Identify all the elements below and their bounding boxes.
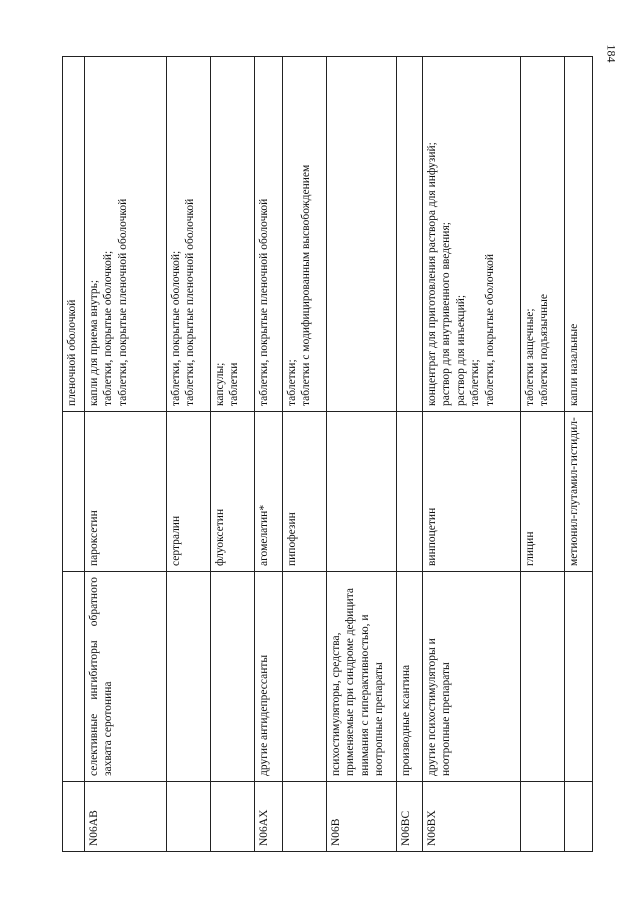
form-cell: пленочной оболочкой [63,57,85,412]
group-cell: психостимуляторы, средства, применяемые при синдроме дефицита внимания с гиперактивностью, и ноотропные препараты [327,572,397,782]
drug-cell: агомелатин* [255,412,283,572]
group-cell [63,572,85,782]
atc-code-cell: N06AB [85,782,167,852]
form-cell [327,57,397,412]
rotated-sheet [62,57,580,852]
atc-code-cell: N06AX [255,782,283,852]
form-cell: таблетки; таблетки с модифицированным высвобождением [283,57,327,412]
drug-cell: метионил-глутамил-гистидил- [565,412,593,572]
group-cell [283,572,327,782]
table-row [255,57,283,852]
atc-code-cell [283,782,327,852]
form-cell: таблетки защечные; таблетки подъязычные [521,57,565,412]
atc-code-cell: N06BC [397,782,423,852]
table-row [167,57,211,852]
group-cell [521,572,565,782]
atc-code-cell [63,782,85,852]
drug-cell: пипофезин [283,412,327,572]
table-container [62,57,580,852]
table-row [283,57,327,852]
atc-code-cell [167,782,211,852]
atc-code-cell [211,782,255,852]
group-cell [167,572,211,782]
drug-cell: сертралин [167,412,211,572]
group-cell: селективные ингибиторы обратного захвата серотонина [85,572,167,782]
drug-cell [63,412,85,572]
group-cell: другие психостимуляторы и ноотропные препараты [423,572,521,782]
drug-cell [327,412,397,572]
table-row [565,57,593,852]
table-row [327,57,397,852]
atc-code-cell [521,782,565,852]
form-cell: таблетки, покрытые пленочной оболочкой [255,57,283,412]
drug-cell: пароксетин [85,412,167,572]
table-row [85,57,167,852]
page-number: 184 [604,44,619,63]
table-row [211,57,255,852]
drug-cell [397,412,423,572]
table-row [397,57,423,852]
table-row [423,57,521,852]
form-cell: капли назальные [565,57,593,412]
drug-table [62,56,593,852]
form-cell [397,57,423,412]
group-cell [565,572,593,782]
form-cell: капли для приема внутрь; таблетки, покрытые оболочкой; таблетки, покрытые пленочной оболочкой [85,57,167,412]
drug-cell: флуоксетин [211,412,255,572]
form-cell: концентрат для приготовления раствора для инфузий; раствор для внутривенного введения; раствор для инъекций; таблетки; таблетки, покрытые оболочкой [423,57,521,412]
group-cell: другие антидепрессанты [255,572,283,782]
table-row [63,57,85,852]
drug-cell: винпоцетин [423,412,521,572]
table-row [521,57,565,852]
group-cell [211,572,255,782]
group-cell: производные ксантина [397,572,423,782]
drug-cell: глицин [521,412,565,572]
atc-code-cell: N06BX [423,782,521,852]
atc-code-cell [565,782,593,852]
form-cell: капсулы; таблетки [211,57,255,412]
atc-code-cell: N06B [327,782,397,852]
form-cell: таблетки, покрытые оболочкой; таблетки, покрытые пленочной оболочкой [167,57,211,412]
